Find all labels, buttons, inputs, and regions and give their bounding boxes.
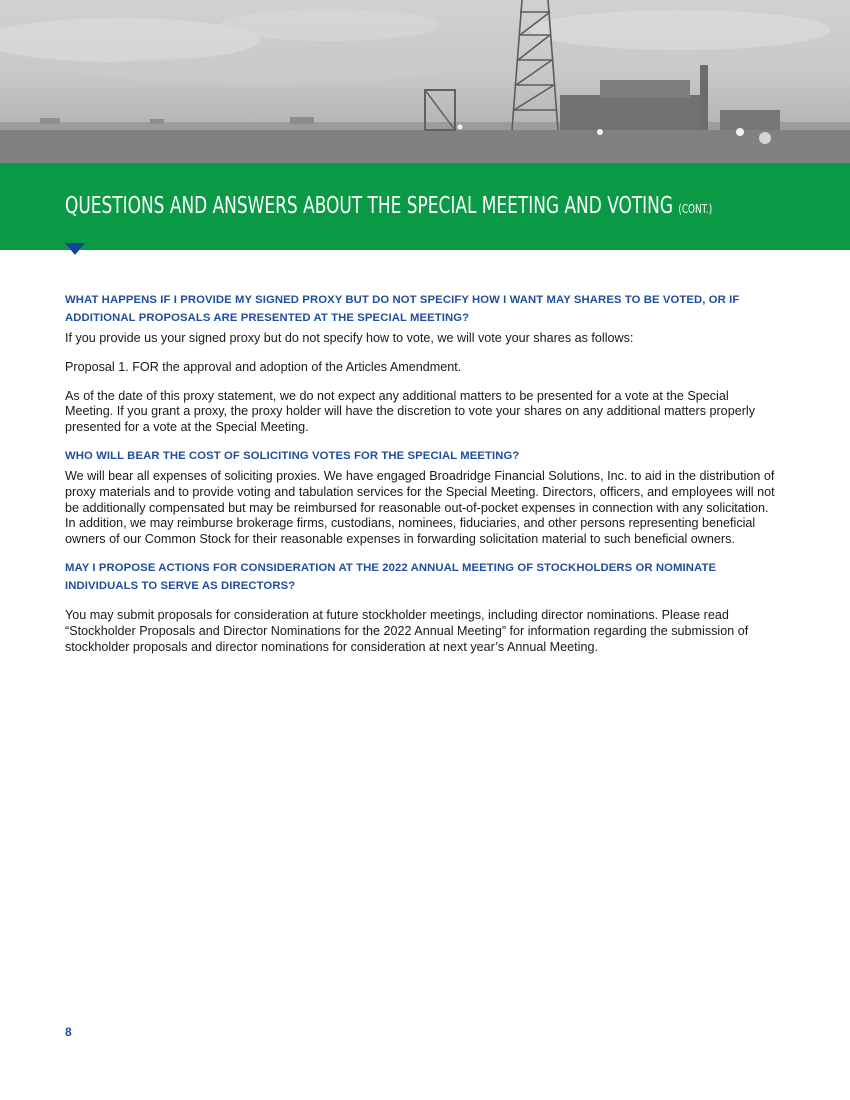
- page-number: 8: [65, 1025, 72, 1039]
- answer-paragraph: If you provide us your signed proxy but do not specify how to vote, we will vote your shares as follows:: [65, 331, 634, 345]
- answer-paragraph: We will bear all expenses of soliciting proxies. We have engaged Broadridge Financial Solutions, Inc. to aid in the distribution of proxy materials and to provide voting and tabulation services for the Special Meeting. Directors, officers, and employees will not be additionally compensated but may be reimbursed for reasonable out-of-pocket expenses in connection with any solicitation. In addition, we may reimburse brokerage firms, custodians, nominees, fiduciaries, and other persons representing beneficial owners of our Common Stock for their reasonable expenses in forwarding solicitation material to such beneficial owners.: [65, 468, 775, 547]
- answer-paragraph: As of the date of this proxy statement, we do not expect any additional matters to be presented for a vote at the Special Meeting. If you grant a proxy, the proxy holder will have the discretion to vote your shares on any additional matters properly presented for a vote at the Special Meeting.: [65, 388, 755, 435]
- document-body: [65, 291, 780, 655]
- oil-rig-illustration: [0, 0, 850, 163]
- page-title: [65, 193, 712, 219]
- page-title-suffix: (CONT.): [678, 202, 713, 216]
- down-triangle-icon: [65, 243, 85, 255]
- header-photo: [0, 0, 850, 163]
- question-heading: WHO WILL BEAR THE COST OF SOLICITING VOTES FOR THE SPECIAL MEETING?: [65, 449, 520, 462]
- answer-paragraph: Proposal 1. FOR the approval and adoption of the Articles Amendment.: [65, 359, 462, 374]
- answer-paragraph: You may submit proposals for consideration at future stockholder meetings, including director nominations. Please read “Stockholder Proposals and Director Nominations for the 2022 Annual Meeting” for information regarding the submission of stockholder proposals and director nominations for consideration at next year’s Annual Meeting.: [65, 607, 749, 654]
- question-heading: MAY I PROPOSE ACTIONS FOR CONSIDERATION AT THE 2022 ANNUAL MEETING OF STOCKHOLDERS OR NOMINATE INDIVIDUALS TO SERVE AS DIRECTORS?: [65, 561, 717, 592]
- page-title-text: QUESTIONS AND ANSWERS ABOUT THE SPECIAL MEETING AND VOTING: [65, 193, 674, 219]
- question-heading: WHAT HAPPENS IF I PROVIDE MY SIGNED PROXY BUT DO NOT SPECIFY HOW I WANT MAY SHARES TO BE VOTED, OR IF ADDITIONAL PROPOSALS ARE PRESENTED AT THE SPECIAL MEETING?: [65, 294, 740, 324]
